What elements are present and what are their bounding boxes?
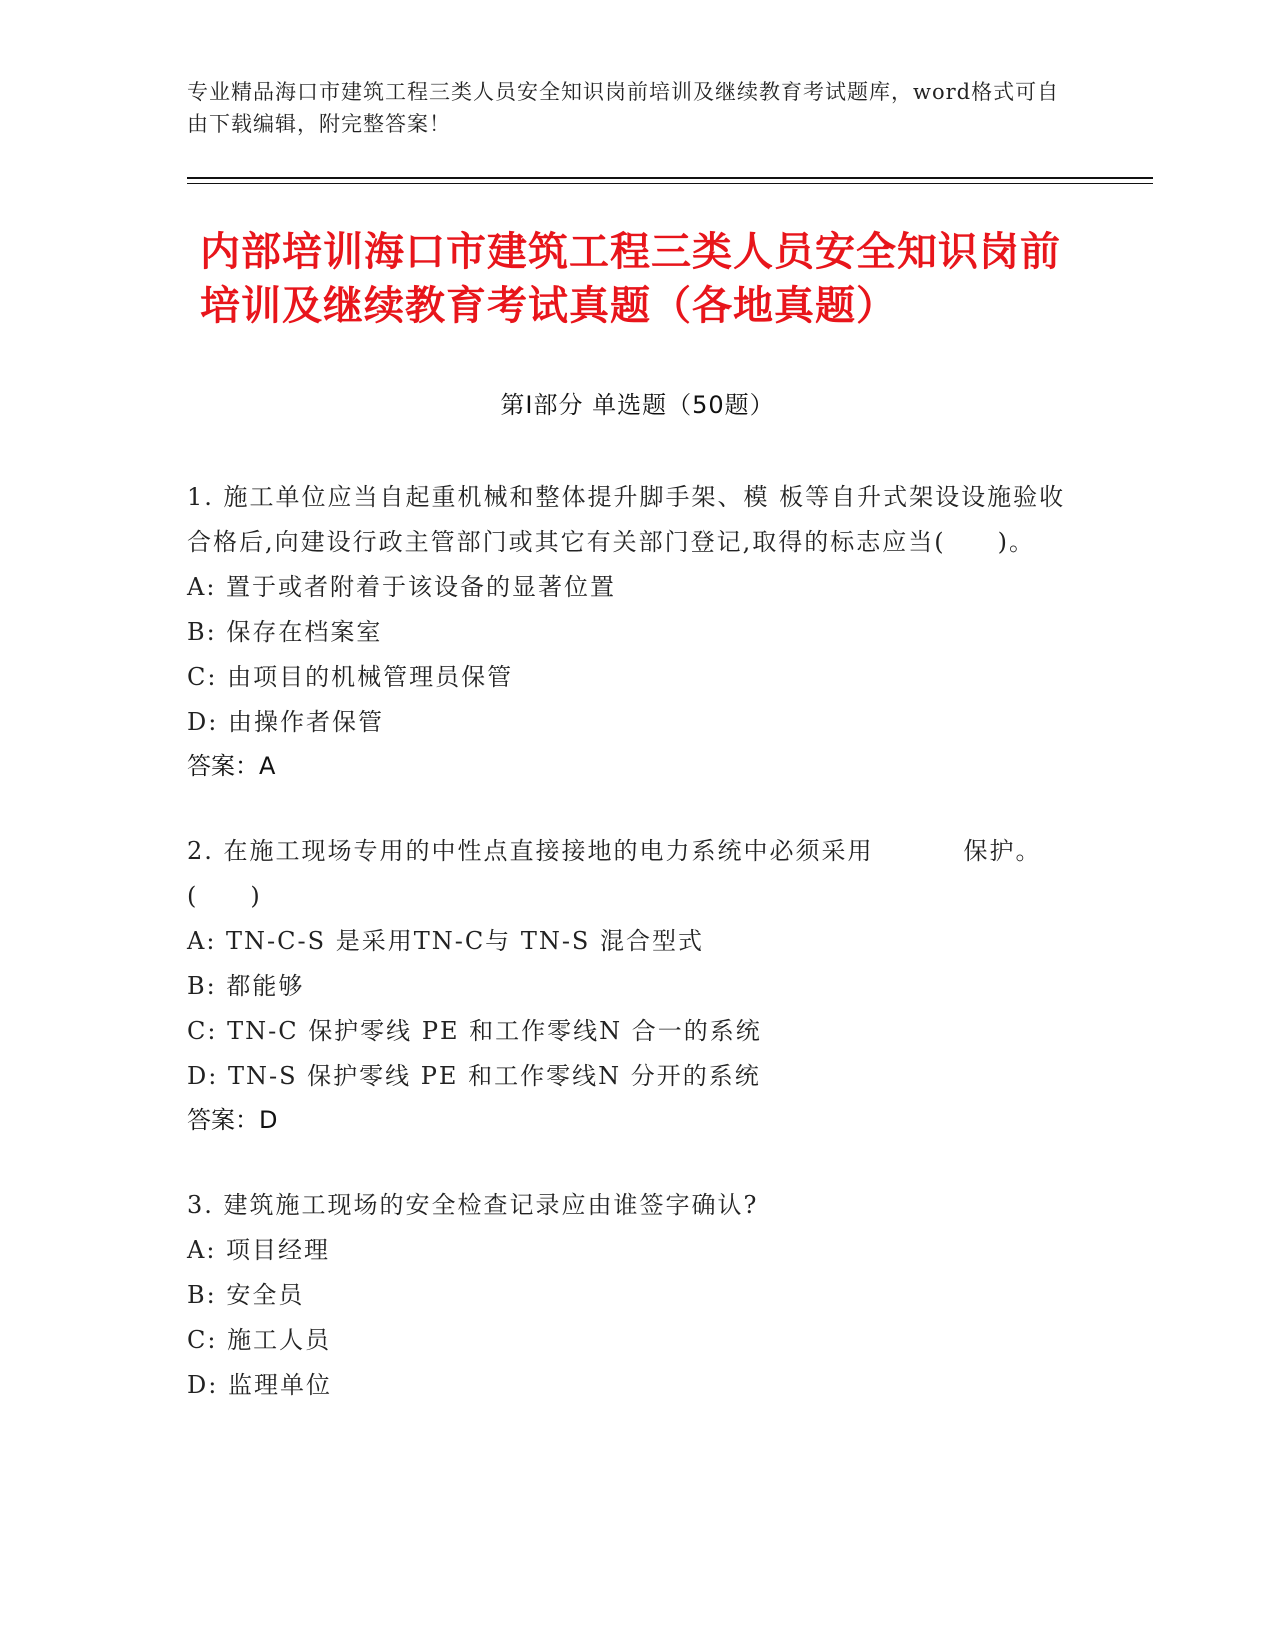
option-d: D: 监理单位	[187, 1371, 332, 1399]
option-d: D: 由操作者保管	[187, 708, 384, 736]
option-a: A: TN-C-S 是采用TN-C与 TN-S 混合型式	[187, 927, 705, 955]
question-3	[187, 1183, 1067, 1408]
option-a: A: 置于或者附着于该设备的显著位置	[187, 573, 617, 601]
answer-line: 答案：D	[187, 1106, 278, 1134]
question-list	[187, 475, 1067, 1450]
option-c: C: TN-C 保护零线 PE 和工作零线N 合一的系统	[187, 1017, 762, 1045]
option-a: A: 项目经理	[187, 1236, 331, 1264]
document-title: 内部培训海口市建筑工程三类人员安全知识岗前培训及继续教育考试真题（各地真题）	[200, 229, 1061, 329]
option-b: B: 安全员	[187, 1281, 305, 1309]
option-c: C: 施工人员	[187, 1326, 332, 1354]
option-b: B: 都能够	[187, 972, 305, 1000]
question-stem	[187, 829, 1067, 919]
header-divider-thin	[187, 183, 1153, 184]
option-b: B: 保存在档案室	[187, 618, 383, 646]
option-d: D: TN-S 保护零线 PE 和工作零线N 分开的系统	[187, 1062, 761, 1090]
question-1	[187, 475, 1067, 787]
answer-line: 答案：A	[187, 752, 276, 780]
question-2	[187, 829, 1067, 1141]
question-stem: 3. 建筑施工现场的安全检查记录应由谁签字确认?	[187, 1191, 759, 1219]
option-c: C: 由项目的机械管理员保管	[187, 663, 514, 691]
header-note: 专业精品海口市建筑工程三类人员安全知识岗前培训及继续教育考试题库，word格式可自由下载编辑，附完整答案！	[187, 80, 1060, 136]
question-stem-part1: 2. 在施工现场专用的中性点直接接地的电力系统中必须采用	[187, 837, 874, 865]
question-stem-part2: 保护。( )	[187, 837, 1042, 910]
section-title: 第Ⅰ部分 单选题（50题）	[500, 391, 775, 419]
question-stem: 1. 施工单位应当自起重机械和整体提升脚手架、模 板等自升式架设设施验收合格后,向建设行政主管部门或其它有关部门登记,取得的标志应当( )。	[187, 483, 1066, 556]
header-divider-thick	[187, 177, 1153, 179]
